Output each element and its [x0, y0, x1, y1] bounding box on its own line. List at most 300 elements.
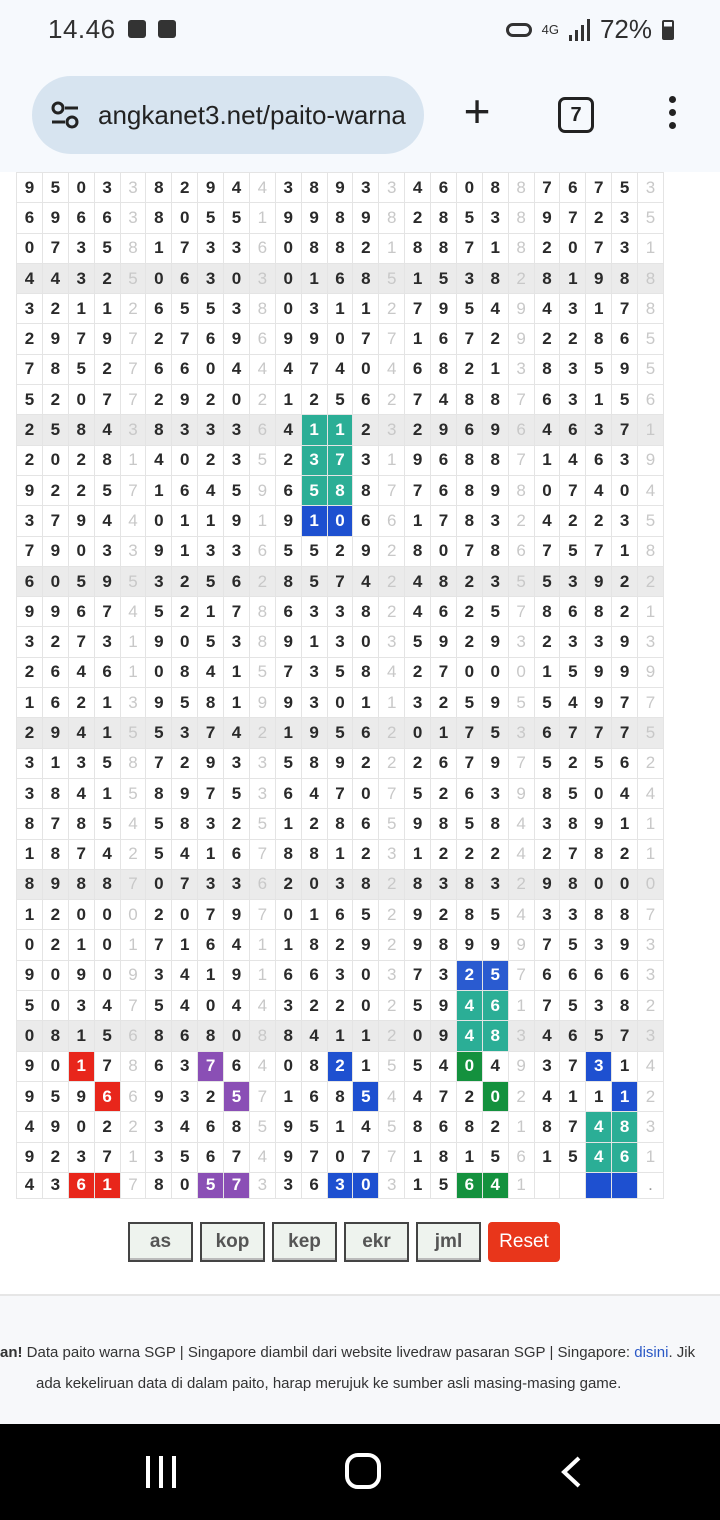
paito-cell[interactable]: 2 [94, 354, 120, 384]
paito-cell[interactable]: 9 [482, 748, 508, 778]
paito-cell[interactable]: 8 [146, 1172, 172, 1198]
paito-sep-cell[interactable]: 2 [508, 1081, 534, 1111]
paito-cell[interactable]: 1 [327, 1112, 353, 1142]
paito-sep-cell[interactable]: 7 [379, 778, 405, 808]
paito-sep-cell[interactable]: 3 [379, 839, 405, 869]
paito-cell[interactable]: 8 [301, 233, 327, 263]
paito-cell[interactable]: 9 [301, 203, 327, 233]
paito-cell[interactable]: 8 [586, 900, 612, 930]
paito-cell[interactable]: 6 [612, 1142, 638, 1172]
paito-sep-cell[interactable]: 8 [120, 1051, 146, 1081]
paito-cell[interactable]: 7 [560, 718, 586, 748]
paito-cell[interactable]: 7 [405, 960, 431, 990]
paito-sep-cell[interactable]: 2 [379, 294, 405, 324]
paito-cell[interactable]: 3 [482, 506, 508, 536]
paito-cell[interactable]: 3 [301, 597, 327, 627]
paito-cell[interactable]: 0 [172, 900, 198, 930]
paito-cell[interactable]: 5 [534, 688, 560, 718]
paito-cell[interactable]: 8 [146, 173, 172, 203]
paito-cell[interactable]: 7 [612, 294, 638, 324]
paito-cell[interactable]: 3 [456, 263, 482, 293]
paito-cell[interactable]: 4 [275, 354, 301, 384]
paito-cell[interactable]: 3 [327, 869, 353, 899]
paito-cell[interactable]: 8 [172, 809, 198, 839]
paito-cell[interactable]: 8 [482, 536, 508, 566]
paito-sep-cell[interactable]: 9 [508, 324, 534, 354]
paito-cell[interactable]: 1 [482, 354, 508, 384]
paito-cell[interactable]: 7 [612, 415, 638, 445]
paito-cell[interactable]: 5 [198, 627, 224, 657]
paito-cell[interactable]: 8 [146, 203, 172, 233]
paito-cell[interactable]: 1 [586, 1081, 612, 1111]
paito-cell[interactable]: 5 [301, 566, 327, 596]
paito-cell[interactable]: 1 [405, 506, 431, 536]
paito-cell[interactable]: 3 [198, 415, 224, 445]
paito-cell[interactable]: 9 [146, 1081, 172, 1111]
paito-cell[interactable]: 5 [275, 536, 301, 566]
paito-cell[interactable]: 7 [456, 536, 482, 566]
paito-cell[interactable]: 0 [327, 1142, 353, 1172]
paito-cell[interactable]: 9 [456, 930, 482, 960]
paito-cell[interactable]: 9 [146, 536, 172, 566]
paito-cell[interactable]: 3 [612, 203, 638, 233]
paito-cell[interactable]: 1 [172, 930, 198, 960]
paito-cell[interactable]: 0 [353, 627, 379, 657]
paito-cell[interactable]: 9 [431, 1021, 457, 1051]
paito-sep-cell[interactable]: 3 [638, 173, 664, 203]
paito-cell[interactable]: 2 [353, 748, 379, 778]
address-bar[interactable] [32, 76, 424, 154]
paito-cell[interactable]: 8 [560, 869, 586, 899]
paito-cell[interactable]: 6 [172, 475, 198, 505]
paito-cell[interactable]: 3 [275, 173, 301, 203]
paito-sep-cell[interactable]: 3 [249, 1172, 275, 1198]
paito-cell[interactable]: 6 [301, 1081, 327, 1111]
paito-cell[interactable]: 7 [456, 324, 482, 354]
paito-cell[interactable]: 6 [224, 566, 250, 596]
paito-cell[interactable]: 2 [146, 900, 172, 930]
paito-sep-cell[interactable]: 7 [508, 748, 534, 778]
paito-cell[interactable]: 4 [68, 778, 94, 808]
paito-cell[interactable]: 5 [327, 385, 353, 415]
paito-cell[interactable]: 4 [17, 1112, 43, 1142]
paito-cell[interactable]: 4 [353, 1112, 379, 1142]
paito-cell[interactable]: 3 [327, 1172, 353, 1198]
paito-cell[interactable]: 5 [94, 1021, 120, 1051]
paito-cell[interactable]: 2 [482, 1112, 508, 1142]
paito-cell[interactable]: 2 [612, 839, 638, 869]
paito-cell[interactable]: 0 [586, 869, 612, 899]
paito-cell[interactable]: 9 [301, 324, 327, 354]
paito-cell[interactable]: 5 [146, 809, 172, 839]
paito-cell[interactable]: 7 [68, 839, 94, 869]
paito-cell[interactable]: 9 [327, 748, 353, 778]
paito-cell[interactable]: 3 [68, 263, 94, 293]
paito-cell[interactable]: 4 [94, 839, 120, 869]
paito-cell[interactable]: 5 [68, 354, 94, 384]
paito-sep-cell[interactable]: 9 [508, 930, 534, 960]
paito-cell[interactable]: 9 [612, 930, 638, 960]
paito-cell[interactable]: 2 [431, 778, 457, 808]
paito-cell[interactable]: 2 [224, 809, 250, 839]
paito-cell[interactable]: 6 [431, 597, 457, 627]
paito-sep-cell[interactable]: 9 [249, 475, 275, 505]
paito-cell[interactable]: 9 [431, 415, 457, 445]
paito-cell[interactable]: 9 [353, 203, 379, 233]
paito-cell[interactable]: 9 [94, 324, 120, 354]
paito-cell[interactable]: 8 [586, 324, 612, 354]
paito-cell[interactable]: 0 [482, 657, 508, 687]
paito-cell[interactable]: 0 [42, 566, 68, 596]
paito-cell[interactable]: 4 [275, 415, 301, 445]
paito-cell[interactable]: 9 [68, 960, 94, 990]
paito-cell[interactable]: 2 [198, 445, 224, 475]
paito-sep-cell[interactable]: . [638, 1172, 664, 1198]
paito-cell[interactable]: 4 [431, 1051, 457, 1081]
paito-cell[interactable]: 8 [431, 354, 457, 384]
paito-cell[interactable]: 2 [146, 385, 172, 415]
paito-cell[interactable]: 6 [534, 960, 560, 990]
paito-cell[interactable]: 8 [431, 930, 457, 960]
paito-cell[interactable]: 2 [301, 385, 327, 415]
paito-sep-cell[interactable]: 6 [249, 324, 275, 354]
paito-cell[interactable]: 9 [42, 1112, 68, 1142]
paito-cell[interactable]: 2 [146, 324, 172, 354]
paito-sep-cell[interactable]: 3 [379, 415, 405, 445]
paito-cell[interactable]: 6 [534, 385, 560, 415]
paito-cell[interactable]: 9 [586, 263, 612, 293]
paito-cell[interactable]: 3 [482, 778, 508, 808]
paito-cell[interactable]: 0 [482, 1081, 508, 1111]
paito-cell[interactable]: 8 [275, 839, 301, 869]
paito-cell[interactable]: 6 [301, 1172, 327, 1198]
paito-cell[interactable]: 6 [353, 506, 379, 536]
paito-cell[interactable]: 7 [560, 203, 586, 233]
paito-cell[interactable]: 1 [405, 324, 431, 354]
paito-cell[interactable]: 0 [17, 1021, 43, 1051]
paito-cell[interactable]: 9 [224, 900, 250, 930]
paito-cell[interactable]: 1 [560, 263, 586, 293]
paito-cell[interactable]: 9 [17, 173, 43, 203]
kep-button[interactable]: kep [272, 1222, 337, 1262]
paito-cell[interactable]: 8 [456, 445, 482, 475]
paito-cell[interactable]: 9 [482, 627, 508, 657]
paito-cell[interactable]: 1 [405, 1142, 431, 1172]
paito-cell[interactable]: 6 [560, 1021, 586, 1051]
paito-cell[interactable]: 7 [198, 778, 224, 808]
paito-cell[interactable]: 0 [353, 778, 379, 808]
paito-cell[interactable]: 4 [198, 657, 224, 687]
paito-sep-cell[interactable]: 3 [379, 173, 405, 203]
paito-cell[interactable]: 0 [275, 263, 301, 293]
paito-cell[interactable]: 0 [327, 688, 353, 718]
paito-cell[interactable]: 6 [17, 566, 43, 596]
paito-cell[interactable]: 6 [353, 809, 379, 839]
paito-cell[interactable]: 7 [327, 778, 353, 808]
paito-sep-cell[interactable]: 7 [120, 354, 146, 384]
paito-cell[interactable]: 2 [431, 900, 457, 930]
paito-cell[interactable]: 1 [224, 688, 250, 718]
paito-cell[interactable]: 2 [301, 809, 327, 839]
paito-cell[interactable]: 8 [482, 385, 508, 415]
paito-cell[interactable]: 8 [353, 597, 379, 627]
paito-cell[interactable]: 7 [405, 475, 431, 505]
paito-sep-cell[interactable]: 7 [120, 991, 146, 1021]
paito-cell[interactable]: 6 [172, 263, 198, 293]
paito-cell[interactable]: 3 [482, 566, 508, 596]
paito-cell[interactable]: 1 [612, 809, 638, 839]
paito-cell[interactable]: 1 [301, 263, 327, 293]
paito-cell[interactable]: 7 [224, 1142, 250, 1172]
paito-sep-cell[interactable]: 8 [508, 173, 534, 203]
paito-cell[interactable]: 0 [146, 869, 172, 899]
paito-cell[interactable]: 7 [198, 718, 224, 748]
paito-cell[interactable]: 7 [534, 536, 560, 566]
paito-cell[interactable]: 9 [68, 506, 94, 536]
paito-cell[interactable]: 9 [482, 415, 508, 445]
paito-sep-cell[interactable]: 4 [249, 354, 275, 384]
paito-cell[interactable]: 6 [224, 1051, 250, 1081]
as-button[interactable]: as [128, 1222, 193, 1262]
paito-sep-cell[interactable]: 5 [638, 718, 664, 748]
paito-cell[interactable]: 6 [431, 173, 457, 203]
paito-cell[interactable]: 2 [172, 173, 198, 203]
paito-sep-cell[interactable]: 7 [379, 324, 405, 354]
paito-sep-cell[interactable]: 4 [638, 475, 664, 505]
paito-cell[interactable]: 9 [42, 597, 68, 627]
paito-cell[interactable]: 7 [172, 233, 198, 263]
paito-cell[interactable]: 0 [456, 657, 482, 687]
paito-cell[interactable]: 5 [456, 809, 482, 839]
paito-cell[interactable]: 5 [42, 173, 68, 203]
paito-cell[interactable]: 3 [146, 1142, 172, 1172]
paito-cell[interactable]: 4 [405, 566, 431, 596]
paito-cell[interactable]: 9 [586, 688, 612, 718]
paito-cell[interactable]: 8 [586, 839, 612, 869]
paito-cell[interactable]: 8 [405, 233, 431, 263]
paito-cell[interactable]: 1 [405, 263, 431, 293]
paito-cell[interactable]: 8 [431, 203, 457, 233]
paito-cell[interactable]: 7 [456, 748, 482, 778]
paito-cell[interactable]: 4 [327, 354, 353, 384]
paito-cell[interactable]: 3 [301, 445, 327, 475]
paito-sep-cell[interactable]: 6 [249, 536, 275, 566]
site-settings-icon[interactable] [50, 100, 80, 130]
paito-sep-cell[interactable]: 6 [508, 415, 534, 445]
paito-cell[interactable]: 1 [301, 506, 327, 536]
paito-cell[interactable]: 5 [301, 475, 327, 505]
paito-cell[interactable]: 3 [94, 627, 120, 657]
paito-cell[interactable]: 3 [612, 506, 638, 536]
paito-cell[interactable]: 3 [586, 415, 612, 445]
paito-sep-cell[interactable]: 3 [508, 1021, 534, 1051]
paito-cell[interactable]: 1 [612, 1051, 638, 1081]
paito-cell[interactable]: 7 [172, 869, 198, 899]
paito-cell[interactable]: 2 [172, 748, 198, 778]
paito-cell[interactable]: 1 [301, 415, 327, 445]
paito-cell[interactable]: 1 [560, 1081, 586, 1111]
paito-cell[interactable]: 3 [68, 1142, 94, 1172]
paito-cell[interactable]: 3 [301, 657, 327, 687]
paito-cell[interactable]: 7 [560, 839, 586, 869]
paito-sep-cell[interactable]: 2 [379, 900, 405, 930]
paito-sep-cell[interactable]: 9 [508, 294, 534, 324]
paito-cell[interactable]: 8 [275, 566, 301, 596]
paito-cell[interactable]: 6 [612, 748, 638, 778]
paito-cell[interactable]: 6 [560, 960, 586, 990]
paito-cell[interactable]: 5 [612, 385, 638, 415]
paito-sep-cell[interactable]: 1 [120, 657, 146, 687]
paito-cell[interactable]: 0 [560, 233, 586, 263]
paito-cell[interactable]: 9 [612, 627, 638, 657]
paito-sep-cell[interactable]: 4 [120, 809, 146, 839]
paito-cell[interactable]: 5 [534, 748, 560, 778]
paito-cell[interactable]: 0 [198, 354, 224, 384]
paito-cell[interactable]: 4 [224, 991, 250, 1021]
paito-cell[interactable]: 9 [17, 1142, 43, 1172]
paito-sep-cell[interactable]: 2 [638, 991, 664, 1021]
paito-cell[interactable]: 5 [456, 688, 482, 718]
paito-cell[interactable]: 3 [224, 748, 250, 778]
paito-cell[interactable]: 7 [42, 233, 68, 263]
paito-cell[interactable]: 6 [275, 960, 301, 990]
paito-cell[interactable]: 7 [198, 900, 224, 930]
paito-cell[interactable]: 2 [456, 839, 482, 869]
paito-sep-cell[interactable]: 1 [120, 930, 146, 960]
paito-cell[interactable]: 0 [42, 445, 68, 475]
paito-cell[interactable]: 6 [560, 173, 586, 203]
paito-cell[interactable]: 7 [94, 1051, 120, 1081]
paito-cell[interactable]: 9 [275, 324, 301, 354]
paito-cell[interactable]: 5 [172, 294, 198, 324]
paito-cell[interactable]: 3 [586, 627, 612, 657]
paito-cell[interactable]: 0 [68, 1112, 94, 1142]
paito-cell[interactable]: 7 [17, 354, 43, 384]
paito-cell[interactable]: 0 [275, 233, 301, 263]
paito-cell[interactable]: 0 [275, 294, 301, 324]
paito-cell[interactable]: 8 [456, 475, 482, 505]
paito-cell[interactable]: 8 [534, 354, 560, 384]
paito-cell[interactable]: 1 [146, 233, 172, 263]
paito-cell[interactable]: 2 [42, 475, 68, 505]
paito-cell[interactable]: 3 [327, 597, 353, 627]
paito-cell[interactable]: 8 [353, 869, 379, 899]
paito-cell[interactable]: 6 [431, 324, 457, 354]
paito-cell[interactable]: 8 [17, 809, 43, 839]
paito-cell[interactable]: 1 [275, 718, 301, 748]
paito-cell[interactable]: 8 [482, 263, 508, 293]
paito-cell[interactable]: 9 [353, 930, 379, 960]
paito-sep-cell[interactable]: 2 [638, 748, 664, 778]
paito-cell[interactable]: 5 [560, 991, 586, 1021]
paito-cell[interactable]: 1 [17, 839, 43, 869]
paito-sep-cell[interactable]: 2 [379, 566, 405, 596]
paito-cell[interactable]: 5 [94, 233, 120, 263]
paito-cell[interactable]: 5 [17, 385, 43, 415]
back-icon[interactable] [560, 1456, 582, 1488]
paito-cell[interactable]: 3 [17, 748, 43, 778]
paito-cell[interactable]: 4 [94, 415, 120, 445]
paito-cell[interactable]: 3 [17, 627, 43, 657]
paito-cell[interactable]: 0 [68, 900, 94, 930]
paito-sep-cell[interactable]: 2 [379, 869, 405, 899]
paito-cell[interactable]: 1 [172, 536, 198, 566]
paito-cell[interactable]: 0 [17, 930, 43, 960]
paito-cell[interactable]: 4 [405, 1081, 431, 1111]
paito-cell[interactable]: 9 [17, 1051, 43, 1081]
paito-cell[interactable]: 6 [560, 415, 586, 445]
paito-cell[interactable]: 3 [224, 294, 250, 324]
paito-cell[interactable]: 4 [224, 173, 250, 203]
paito-cell[interactable]: 7 [612, 1021, 638, 1051]
paito-cell[interactable]: 4 [198, 475, 224, 505]
paito-cell[interactable]: 3 [94, 173, 120, 203]
paito-cell[interactable]: 2 [17, 415, 43, 445]
paito-sep-cell[interactable]: 5 [120, 718, 146, 748]
paito-cell[interactable]: 1 [68, 1021, 94, 1051]
paito-sep-cell[interactable]: 5 [379, 263, 405, 293]
paito-cell[interactable]: 5 [198, 203, 224, 233]
paito-cell[interactable]: 2 [586, 203, 612, 233]
paito-sep-cell[interactable]: 1 [379, 233, 405, 263]
paito-cell[interactable]: 6 [431, 445, 457, 475]
paito-sep-cell[interactable]: 3 [120, 536, 146, 566]
paito-cell[interactable]: 8 [456, 506, 482, 536]
paito-cell[interactable]: 8 [146, 1021, 172, 1051]
paito-sep-cell[interactable]: 5 [379, 1112, 405, 1142]
paito-sep-cell[interactable]: 8 [638, 294, 664, 324]
paito-sep-cell[interactable]: 9 [638, 445, 664, 475]
paito-cell[interactable]: 3 [172, 1051, 198, 1081]
paito-cell[interactable]: 3 [172, 718, 198, 748]
paito-cell[interactable]: 2 [42, 900, 68, 930]
paito-cell[interactable]: 9 [534, 203, 560, 233]
paito-cell[interactable]: 7 [534, 930, 560, 960]
paito-cell[interactable]: 9 [275, 203, 301, 233]
paito-cell[interactable]: 7 [586, 233, 612, 263]
paito-cell[interactable]: 2 [327, 991, 353, 1021]
paito-cell[interactable]: 3 [612, 445, 638, 475]
paito-sep-cell[interactable]: 5 [379, 809, 405, 839]
paito-cell[interactable]: 3 [353, 173, 379, 203]
paito-cell[interactable]: 6 [431, 475, 457, 505]
paito-sep-cell[interactable]: 5 [249, 1112, 275, 1142]
paito-cell[interactable]: 3 [353, 445, 379, 475]
paito-cell[interactable]: 7 [405, 294, 431, 324]
paito-cell[interactable]: 8 [353, 657, 379, 687]
paito-cell[interactable]: 0 [42, 991, 68, 1021]
paito-cell[interactable]: 3 [301, 688, 327, 718]
paito-cell[interactable]: 2 [68, 475, 94, 505]
paito-cell[interactable]: 3 [146, 960, 172, 990]
paito-cell[interactable]: 8 [327, 203, 353, 233]
paito-cell[interactable]: 5 [146, 597, 172, 627]
paito-cell[interactable]: 4 [456, 991, 482, 1021]
paito-cell[interactable]: 3 [586, 1051, 612, 1081]
paito-sep-cell[interactable]: 2 [379, 991, 405, 1021]
paito-cell[interactable]: 9 [224, 506, 250, 536]
paito-cell[interactable]: 7 [301, 354, 327, 384]
paito-cell[interactable]: 3 [560, 900, 586, 930]
paito-cell[interactable]: 3 [198, 809, 224, 839]
paito-cell[interactable]: 9 [431, 627, 457, 657]
paito-cell[interactable]: 1 [612, 1081, 638, 1111]
paito-sep-cell[interactable]: 7 [120, 385, 146, 415]
paito-cell[interactable]: 3 [431, 960, 457, 990]
paito-cell[interactable]: 9 [327, 173, 353, 203]
paito-sep-cell[interactable]: 2 [508, 263, 534, 293]
paito-cell[interactable]: 6 [94, 203, 120, 233]
